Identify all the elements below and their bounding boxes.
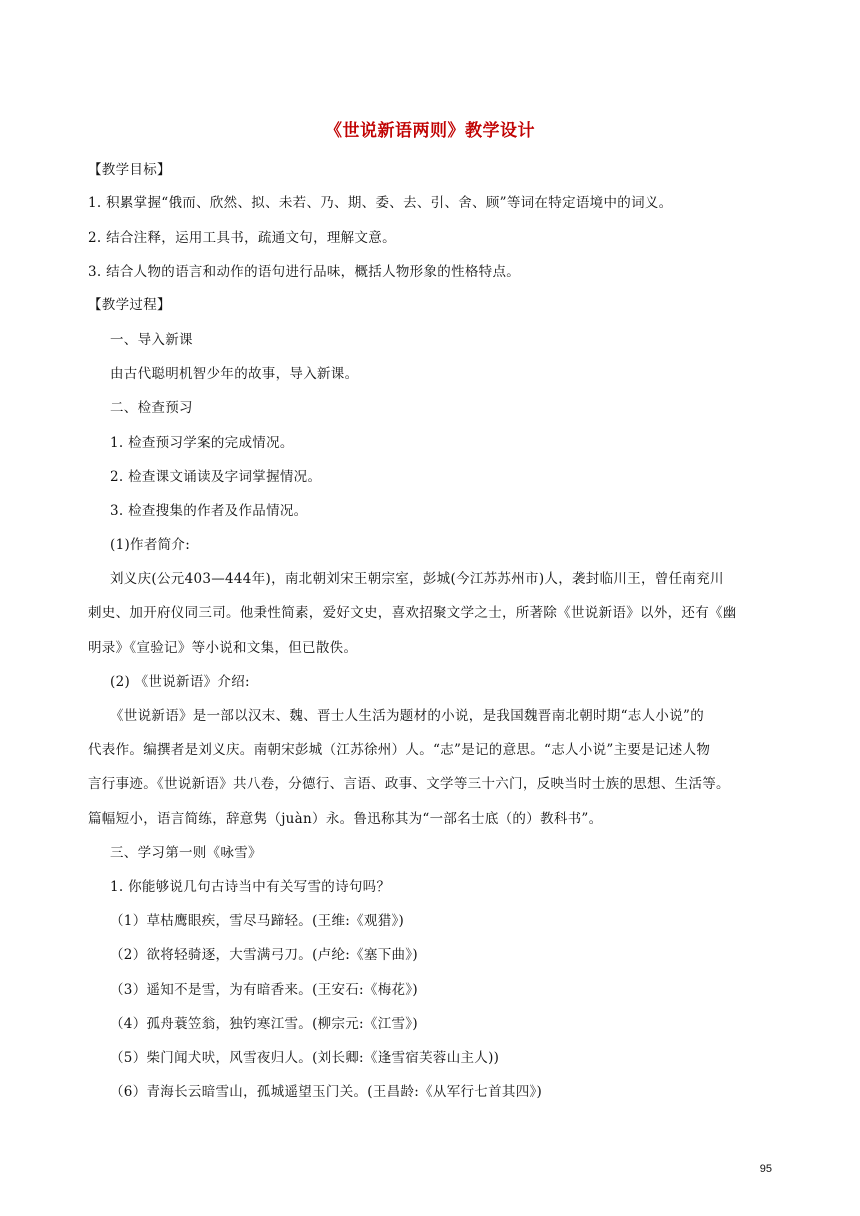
paragraph-line: 刘义庆(公元403—444年)，南北朝刘宋王朝宗室，彭城(今江苏苏州市)人，袭封临川王，曾任南兖川 — [110, 571, 724, 587]
objective-item: 1. 积累掌握“俄而、欣然、拟、未若、乃、期、委、去、引、舍、顾”等词在特定语境中的词义。 — [88, 195, 673, 211]
page-number: 95 — [759, 1163, 772, 1175]
objectives-heading: 【教学目标】 — [88, 162, 171, 178]
paragraph-text: 由古代聪明机智少年的故事，导入新课。 — [110, 366, 359, 382]
question-text: 1. 你能够说几句古诗当中有关写雪的诗句吗？ — [110, 879, 391, 895]
poem-line: （5）柴门闻犬吠，风雪夜归人。(刘长卿:《逢雪宿芙蓉山主人)) — [110, 1050, 500, 1066]
paragraph-line: 刺史、加开府仪同三司。他秉性简素，爱好文史，喜欢招聚文学之士，所著除《世说新语》以外，还有《幽 — [88, 605, 737, 621]
process-heading: 【教学过程】 — [88, 297, 171, 313]
subsection-heading: (1)作者简介: — [110, 537, 191, 553]
paragraph-line: 明录》《宣验记》等小说和文集，但已散佚。 — [88, 640, 358, 656]
section-heading: 二、检查预习 — [110, 400, 193, 416]
paragraph-line: 言行事迹。《世说新语》共八卷，分德行、言语、政事、文学等三十六门，反映当时士族的思想、生活等。 — [88, 776, 730, 792]
poem-line: （1）草枯鹰眼疾，雪尽马蹄轻。(王维:《观猎》) — [110, 913, 405, 929]
paragraph-line: 篇幅短小，语言简练，辞意隽（juàn）永。鲁迅称其为“一部名士底（的）教科书”。 — [88, 811, 603, 827]
section-heading: 三、学习第一则《咏雪》 — [110, 845, 262, 861]
subsection-heading: (2) 《世说新语》介绍: — [110, 674, 250, 690]
poem-line: （3）遥知不是雪，为有暗香来。(王安石:《梅花》) — [110, 982, 418, 998]
poem-line: （2）欲将轻骑逐，大雪满弓刀。(卢纶:《塞下曲》) — [110, 947, 418, 963]
section-heading: 一、导入新课 — [110, 332, 193, 348]
poem-line: （4）孤舟蓑笠翁，独钓寒江雪。(柳宗元:《江雪》) — [110, 1016, 418, 1032]
paragraph-line: 《世说新语》是一部以汉末、魏、晋士人生活为题材的小说，是我国魏晋南北朝时期“志人小说”的 — [110, 708, 705, 724]
list-item: 2. 检查课文诵读及字词掌握情况。 — [110, 469, 322, 485]
list-item: 1. 检查预习学案的完成情况。 — [110, 435, 294, 451]
objective-item: 3. 结合人物的语言和动作的语句进行品味，概括人物形象的性格特点。 — [88, 264, 521, 280]
poem-line: （6）青海长云暗雪山，孤城遥望玉门关。(王昌龄:《从军行七首其四》) — [110, 1084, 543, 1100]
document-title: 《世说新语两则》教学设计 — [325, 121, 535, 141]
list-item: 3. 检查搜集的作者及作品情况。 — [110, 503, 308, 519]
objective-item: 2. 结合注释，运用工具书，疏通文句，理解文意。 — [88, 230, 396, 246]
paragraph-line: 代表作。编撰者是刘义庆。南朝宋彭城（江苏徐州）人。“志”是记的意思。“志人小说”主要是记述人物 — [88, 742, 711, 758]
